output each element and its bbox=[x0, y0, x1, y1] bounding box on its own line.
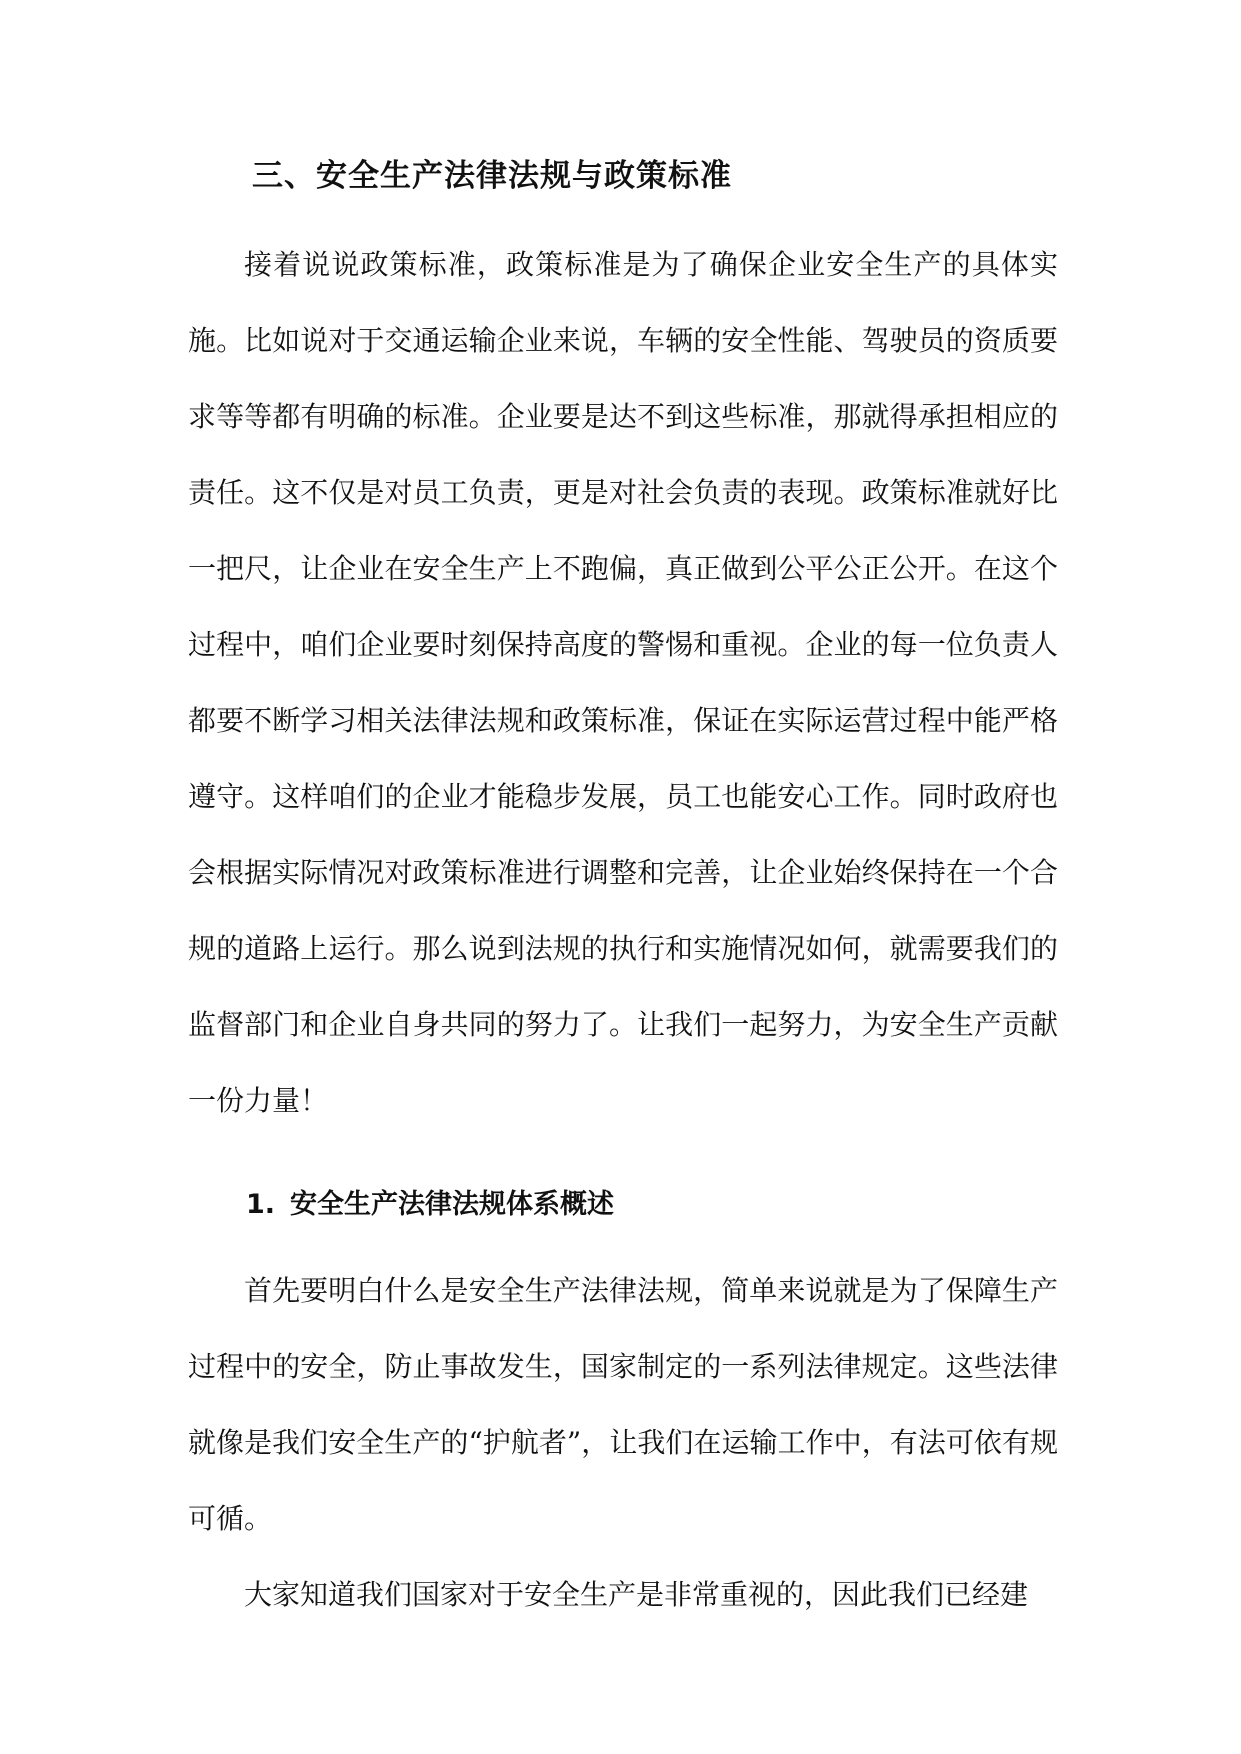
section-heading: 三、安全生产法律法规与政策标准 bbox=[252, 158, 732, 194]
section-paragraph: 接着说说政策标准，政策标准是为了确保企业安全生产的具体实施。比如说对于交通运输企业来说，车辆的安全性能、驾驶员的资质要求等等都有明确的标准。企业要是达不到这些标准，那就得承担相应的责任。这不仅是对员工负责，更是对社会负责的表现。政策标准就好比一把尺，让企业在安全生产上不跑偏，真正做到公平公正公开。在这个过程中，咱们企业要时刻保持高度的警惕和重视。企业的每一位负责人都要不断学习相关法律法规和政策标准，保证在实际运营过程中能严格遵守。这样咱们的企业才能稳步发展，员工也能安心工作。同时政府也会根据实际情况对政策标准进行调整和完善，让企业始终保持在一个合规的道路上运行。那么说到法规的执行和实施情况如何，就需要我们的监督部门和企业自身共同的努力了。让我们一起努力，为安全生产贡献一份力量！ bbox=[188, 248, 1058, 1117]
document-body bbox=[188, 150, 1058, 1633]
subsection-title: 安全生产法律法规体系概述 bbox=[290, 1189, 614, 1220]
subsection-paragraph: 大家知道我们国家对于安全生产是非常重视的，因此我们已经建 bbox=[244, 1578, 1029, 1611]
subsection-paragraph: 首先要明白什么是安全生产法律法规，简单来说就是为了保障生产过程中的安全，防止事故发生，国家制定的一系列法律规定。这些法律就像是我们安全生产的“护航者”，让我们在运输工作中，有法可依有规可循。 bbox=[188, 1274, 1058, 1535]
subsection-number: 1. bbox=[246, 1189, 276, 1220]
subsection-heading bbox=[188, 1177, 1058, 1233]
